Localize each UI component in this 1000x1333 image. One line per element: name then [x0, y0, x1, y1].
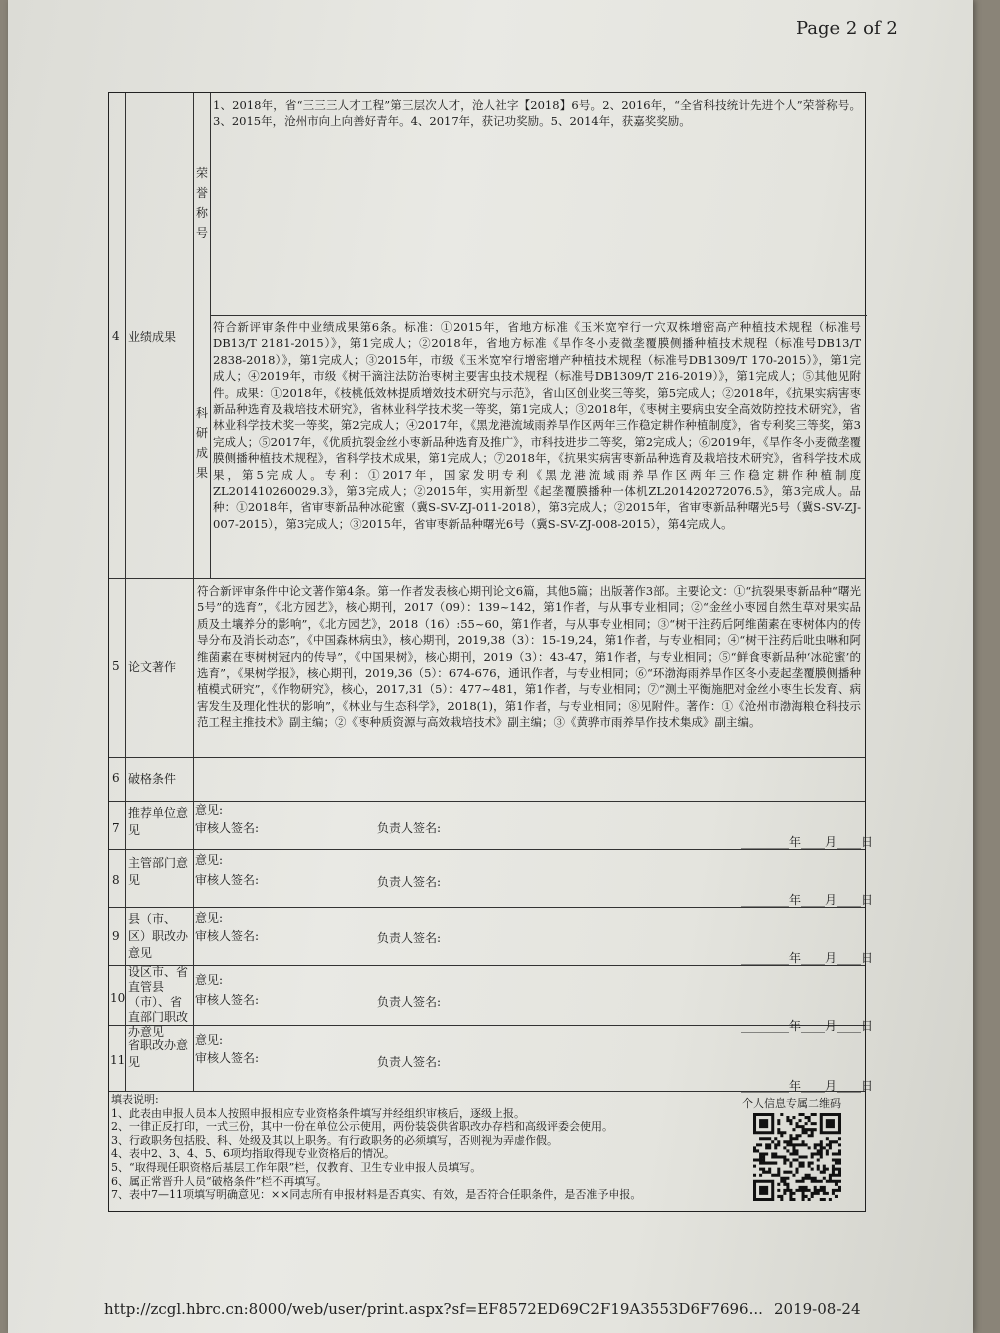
- leader-signature: 负责人签名:: [377, 931, 442, 945]
- print-date: 2019-08-24: [774, 1300, 861, 1318]
- print-url: http://zcgl.hbrc.cn:8000/web/user/print.aspx?sf=EF8572ED69C2F19A3553D6F7696...: [104, 1300, 763, 1318]
- document-page: [8, 0, 973, 1333]
- row-divider: [210, 315, 867, 316]
- research-label: 科研成果: [195, 406, 208, 480]
- date-text: 年____月____日: [789, 1079, 874, 1093]
- opinion-label: 意见:: [195, 1033, 224, 1047]
- date-line: ________年____月____日: [741, 1079, 874, 1093]
- col-divider: [125, 801, 126, 1091]
- row-label: 设区市、省直管县（市）、省直部门职改办意见: [128, 965, 189, 1039]
- form-table: [108, 92, 874, 1212]
- row-divider: [109, 757, 865, 758]
- note-item: 2、一律正反打印，一式三份，其中一份在单位公示使用，两份装袋供省职改办存档和高级评委会使用。: [111, 1120, 613, 1134]
- date-text: 年____月____日: [789, 951, 874, 965]
- reviewer-signature: 审核人签名:: [195, 1051, 260, 1065]
- col-divider: [125, 93, 126, 801]
- reviewer-signature: 审核人签名:: [195, 993, 260, 1007]
- row-number: 10: [110, 991, 126, 1005]
- date-text: 年____月____日: [789, 893, 874, 907]
- col-divider: [193, 93, 194, 1091]
- reviewer-signature: 审核人签名:: [195, 929, 260, 943]
- note-item: 5、“取得现任职资格后基层工作年限”栏，仅教育、卫生专业申报人员填写。: [111, 1160, 482, 1174]
- date-line: ________年____月____日: [741, 1019, 874, 1033]
- fill-instructions: [111, 1093, 731, 1202]
- note-item: 6、属正常晋升人员“破格条件”栏不再填写。: [111, 1174, 328, 1188]
- opinion-label: 意见:: [195, 853, 224, 867]
- paper-text: 符合新评审条件中论文著作第4条。第一作者发表核心期刊论文6篇，其他5篇；出版著作3部。主要论文：①“抗裂果枣新品种“曙光5号”的选育”，《北方园艺》，核心期刊，2017（09）：139~142，第1作者，与从事专业相同；②“金丝小枣园自然生草对果实品质及土壤养分的影响”，《北方园艺》，2018（16）:55~60，第1作者，与从事专业相同；③“树干注药后阿维菌素在枣树体内的传导分布及消长动态”，《中国森林病虫》，核心期刊，2019,38（3）：15-19,24，第1作者，与专业相同；④“树干注药后吡虫啉和阿维菌素在枣树树冠内的传导”，《中国果树》，核心期刊，2019（3）：43-47，第1作者，与专业相同；⑤“鲜食枣新品种‘冰砣蜜’的选育”，《果树学报》，核心期刊，2019,36（5）：674-676，通讯作者，与专业相同；⑥“环渤海雨养旱作区冬小麦起垄覆膜侧播种植模式研究”，《作物研究》，核心，2017,31（5）：477~481，第1作者，与专业相同；⑦“测土平衡施肥对金丝小枣生长发育、病害发生及理化性状的影响”，《林业与生态科学》，2018(1)，第1作者，与专业相同；⑧见附件。著作：①《沧州市渤海粮仓科技示范工程主推技术》副主编；②《枣种质资源与高效栽培技术》副主编；③《黄骅市雨养旱作技术集成》副主编。: [197, 584, 861, 730]
- row-label: 论文著作: [128, 660, 177, 674]
- honor-label: 荣誉称号: [195, 166, 208, 240]
- date-line: ________年____月____日: [741, 893, 874, 907]
- honor-text: 1、2018年，省“三三三人才工程”第三层次人才，沧人社字【2018】6号。2、2016年，“全省科技统计先进个人”荣誉称号。3、2015年，沧州市向上向善好青年。4、2017年，获记功奖励。5、2014年，获嘉奖奖励。: [213, 98, 861, 129]
- reviewer-signature: 审核人签名:: [195, 873, 260, 887]
- row-number: 11: [110, 1053, 126, 1067]
- opinion-label: 意见:: [195, 973, 224, 987]
- row-label: 主管部门意见: [128, 856, 189, 887]
- date-text: 年____月____日: [789, 1019, 874, 1033]
- row-label: 省职改办意见: [128, 1038, 189, 1069]
- opinion-label: 意见:: [195, 803, 224, 817]
- notes-title: 填表说明:: [111, 1093, 159, 1106]
- reviewer-signature: 审核人签名:: [195, 821, 260, 835]
- date-text: 年____月____日: [789, 835, 874, 849]
- research-text: 符合新评审条件中业绩成果第6条。标准：①2015年，省地方标准《玉米宽窄行一穴双株增密高产种植技术规程（标准号DB13/T 2181-2015）》，第1完成人；②2018年，省地方标准《旱作冬小麦微垄覆膜侧播种植技术规程（标准号DB13/T 2838-2018）》，第1完成人；③2015年，市级《玉米宽窄行增密增产种植技术规程（标准号DB1309/T 170-2015）》，第1完成人；④2019年，市级《树干滴注法防治枣树主要害虫技术规程（标准号DB1309/T 216-2019）》，第1完成人；⑤其他见附件。成果：①2018年，《枝桃低效林提质增效技术研究与示范》，省山区创业奖三等奖，第5完成人；②2018年，《抗果实病害枣新品种选育及栽培技术研究》，省林业科学技术奖一等奖，第1完成人；③2018年，《枣树主要病虫安全高效防控技术研究》，省林业科学技术奖一等奖，第2完成人；④2017年，《黑龙港流域雨养旱作区两年三作稳定耕作种植制度》，省专利奖三等奖，第3完成人；⑤2017年，《优质抗裂金丝小枣新品种选育及推广》，市科技进步二等奖，第2完成人；⑥2019年，《旱作冬小麦微垄覆膜侧播种植技术规程》，省科学技术成果，第1完成人；⑦2018年，《抗果实病害枣新品种选育及栽培技术研究》，省科学技术成果，第5完成人。专利：①2017年，国家发明专利《黑龙港流域雨养旱作区两年三作稳定耕作种植制度ZL201410260029.3》，第3完成人；②2015年，实用新型《起垄覆膜播种一体机ZL201420272076.5》，第3完成人。品种：①2018年，省审枣新品种冰砣蜜（冀S-SV-ZJ-011-2018），第3完成人；②2015年，省审枣新品种曙光5号（冀S-SV-ZJ-007-2015），第3完成人；③2015年，省审枣新品种曙光6号（冀S-SV-ZJ-008-2015），第4完成人。: [213, 320, 861, 531]
- row-divider: [109, 578, 865, 579]
- leader-signature: 负责人签名:: [377, 995, 442, 1009]
- row-number: 8: [112, 873, 120, 887]
- note-item: 4、表中2、3、4、5、6项均指取得现专业资格后的情况。: [111, 1147, 395, 1161]
- note-item: 1、此表由申报人员本人按照申报相应专业资格条件填写并经组织审核后，逐级上报。: [111, 1106, 525, 1120]
- row-label: 业绩成果: [128, 330, 177, 344]
- row-number: 9: [112, 929, 120, 943]
- row-number: 5: [112, 659, 120, 673]
- col-divider: [210, 93, 211, 578]
- note-item: 3、行政职务包括股、科、处级及其以上职务。有行政职务的必须填写，否则视为弄虚作假。: [111, 1133, 558, 1147]
- date-line: ________年____月____日: [741, 951, 874, 965]
- qr-title: 个人信息专属二维码: [742, 1097, 841, 1110]
- opinion-label: 意见:: [195, 911, 224, 925]
- row-number: 6: [112, 771, 120, 785]
- date-line: ________年____月____日: [741, 835, 874, 849]
- qr-code-icon: [753, 1113, 841, 1201]
- row-label: 推荐单位意见: [128, 806, 189, 837]
- leader-signature: 负责人签名:: [377, 875, 442, 889]
- row-number: 7: [112, 821, 120, 835]
- page-number: Page 2 of 2: [796, 18, 898, 39]
- row-number: 4: [112, 329, 120, 343]
- row-label: 破格条件: [128, 772, 177, 786]
- note-item: 7、表中7—11项填写明确意见：××同志所有申报材料是否真实、有效，是否符合任职条件，是否准予申报。: [111, 1188, 642, 1202]
- row-label: 县（市、区）职改办意见: [128, 912, 189, 960]
- leader-signature: 负责人签名:: [377, 821, 442, 835]
- leader-signature: 负责人签名:: [377, 1055, 442, 1069]
